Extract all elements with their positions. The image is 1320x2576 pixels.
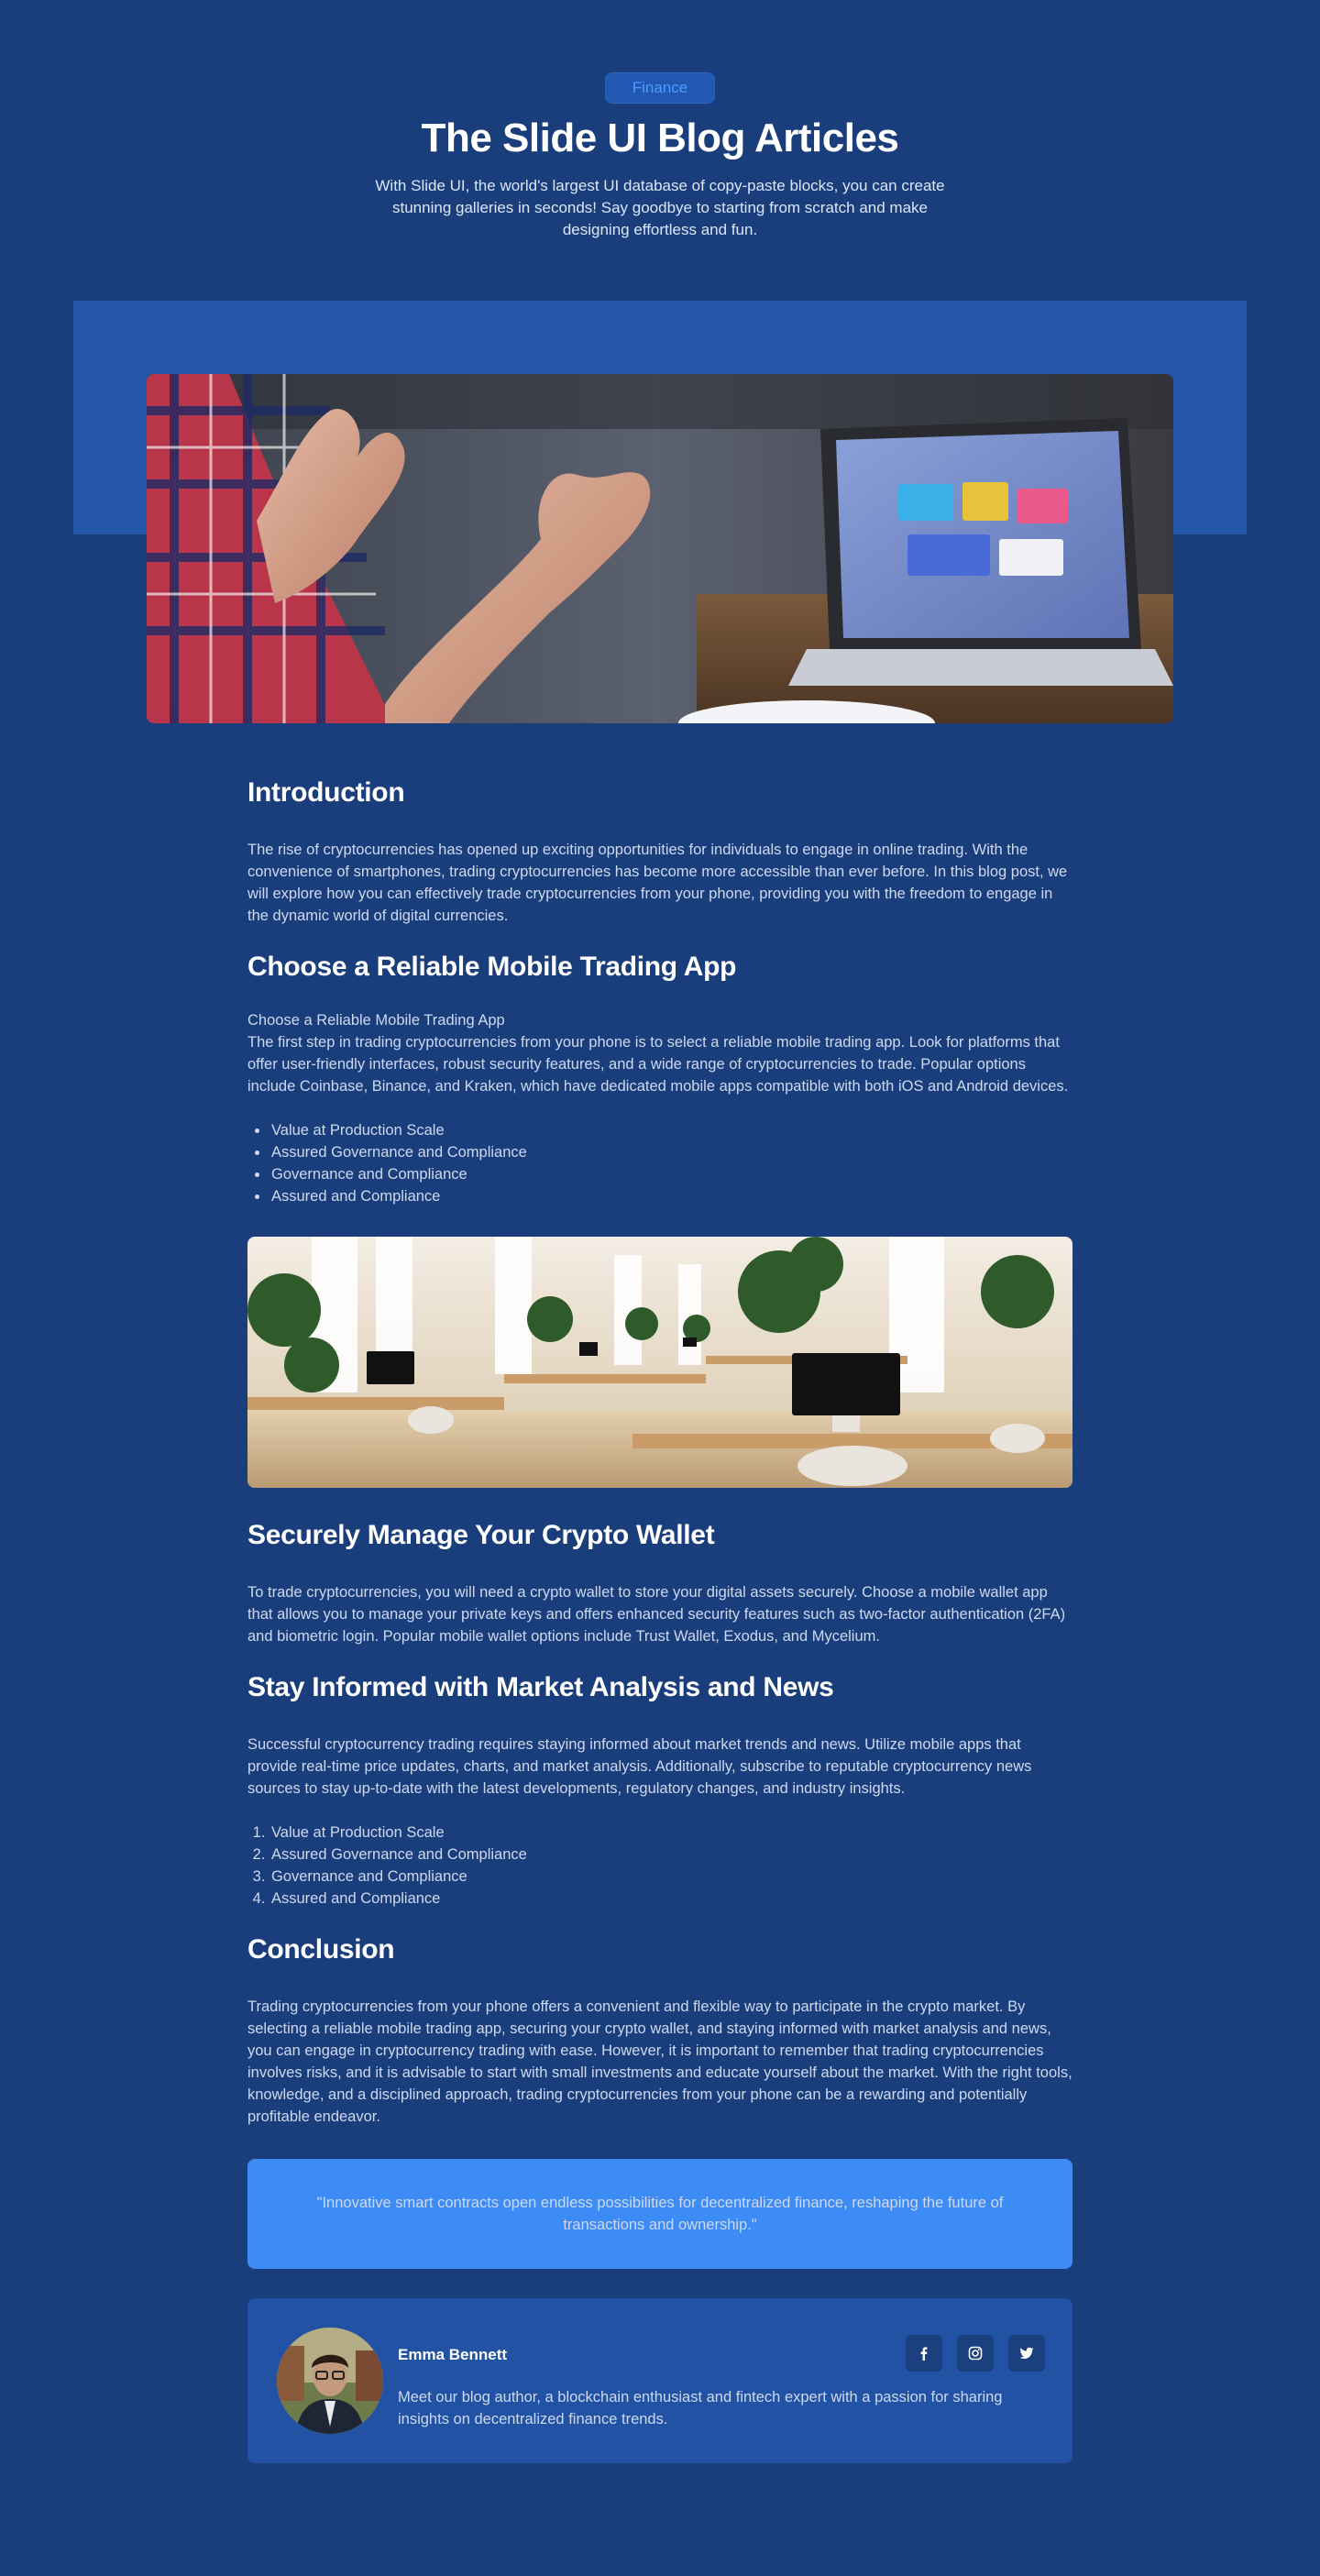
list-item: 4. Assured and Compliance	[270, 1888, 1072, 1910]
office-image	[248, 1237, 1072, 1488]
intro-paragraph: The rise of cryptocurrencies has opened up exciting opportunities for individuals to engage in online trading. With the convenience of smartphones, trading cryptocurrencies has become more accessible than ever before. In this blog post, we will explore how you can effectively trade cryptocurrencies from your phone, providing you with the freedom to engage in the dynamic world of digital currencies.	[248, 842, 1068, 924]
conclusion-paragraph: Trading cryptocurrencies from your phone offers a convenient and flexible way to participate in the crypto market. By selecting a reliable mobile trading app, securing your crypto wallet, and staying informed with market analysis and news, you can engage in cryptocurrency trading with ease. However, it is important to remember that trading cryptocurrencies involves risks, and it is advisable to start with small investments and educate yourself about the market. With the right tools, knowledge, and a disciplined approach, trading cryptocurrencies from your phone can be a rewarding and potentially profitable endeavor.	[248, 1998, 1072, 2125]
list-item: 2. Assured Governance and Compliance	[270, 1844, 1072, 1866]
list-item: • Governance and Compliance	[270, 1163, 1072, 1185]
hero-image	[147, 374, 1173, 723]
section-heading-trading-app: Choose a Reliable Mobile Trading App	[248, 952, 737, 982]
section-heading-crypto-wallet: Securely Manage Your Crypto Wallet	[248, 1520, 715, 1550]
avatar	[277, 2328, 383, 2434]
section-heading-conclusion: Conclusion	[248, 1934, 395, 1965]
list-item: • Assured Governance and Compliance	[270, 1141, 1072, 1163]
category-badge[interactable]: Finance	[605, 72, 715, 104]
list-item: • Value at Production Scale	[270, 1119, 1072, 1141]
page-subtitle: With Slide UI, the world's largest UI database of copy-paste blocks, you can create stunning galleries in seconds! Say goodbye to starting from scratch and make designing effortless and fun.	[375, 177, 945, 238]
facebook-icon	[917, 2346, 931, 2361]
trading-app-paragraph: The first step in trading cryptocurrencies from your phone is to select a reliable mobile trading app. Look for platforms that offer user-friendly interfaces, robust security features, and a wide range of cryptocurrencies to trade. Popular options include Coinbase, Binance, and Kraken, which have dedicated mobile apps compatible with both iOS and Android devices.	[248, 1034, 1069, 1095]
list-item: • Assured and Compliance	[270, 1185, 1072, 1207]
trading-app-subheading: Choose a Reliable Mobile Trading App	[248, 1012, 505, 1029]
market-news-paragraph: Successful cryptocurrency trading requires staying informed about market trends and news. Utilize mobile apps that provide real-time price updates, charts, and market analysis. Additionally, subscribe to reputable cryptocurrency news sources to stay up-to-date with the latest developments, regulatory changes, and industry insights.	[248, 1736, 1032, 1797]
article-body	[248, 775, 1072, 2463]
list-item: 3. Governance and Compliance	[270, 1866, 1072, 1888]
section-heading-market-news: Stay Informed with Market Analysis and News	[248, 1672, 834, 1702]
facebook-button[interactable]	[906, 2335, 942, 2372]
author-name: Emma Bennett	[398, 2346, 508, 2363]
numbered-list	[248, 1822, 1072, 1910]
instagram-icon	[968, 2346, 983, 2361]
author-bio: Meet our blog author, a blockchain enthusiast and fintech expert with a passion for sharing insights on decentralized finance trends.	[398, 2389, 1003, 2427]
twitter-button[interactable]	[1008, 2335, 1045, 2372]
bullet-list	[248, 1119, 1072, 1207]
quote-text: "Innovative smart contracts open endless possibilities for decentralized finance, reshaping the future of transactions and ownership."	[316, 2195, 1004, 2233]
crypto-wallet-paragraph: To trade cryptocurrencies, you will need a crypto wallet to store your digital assets securely. Choose a mobile wallet app that allows you to manage your private keys and offers enhanced security features such as two-factor authentication (2FA) and biometric login. Popular mobile wallet options include Trust Wallet, Exodus, and Mycelium.	[248, 1584, 1066, 1645]
section-heading-introduction: Introduction	[248, 777, 405, 808]
page-title: The Slide UI Blog Articles	[421, 116, 899, 160]
blockquote	[248, 2159, 1072, 2269]
list-item: 1. Value at Production Scale	[270, 1822, 1072, 1844]
author-card	[248, 2298, 1072, 2463]
instagram-button[interactable]	[957, 2335, 994, 2372]
twitter-icon	[1019, 2346, 1034, 2361]
